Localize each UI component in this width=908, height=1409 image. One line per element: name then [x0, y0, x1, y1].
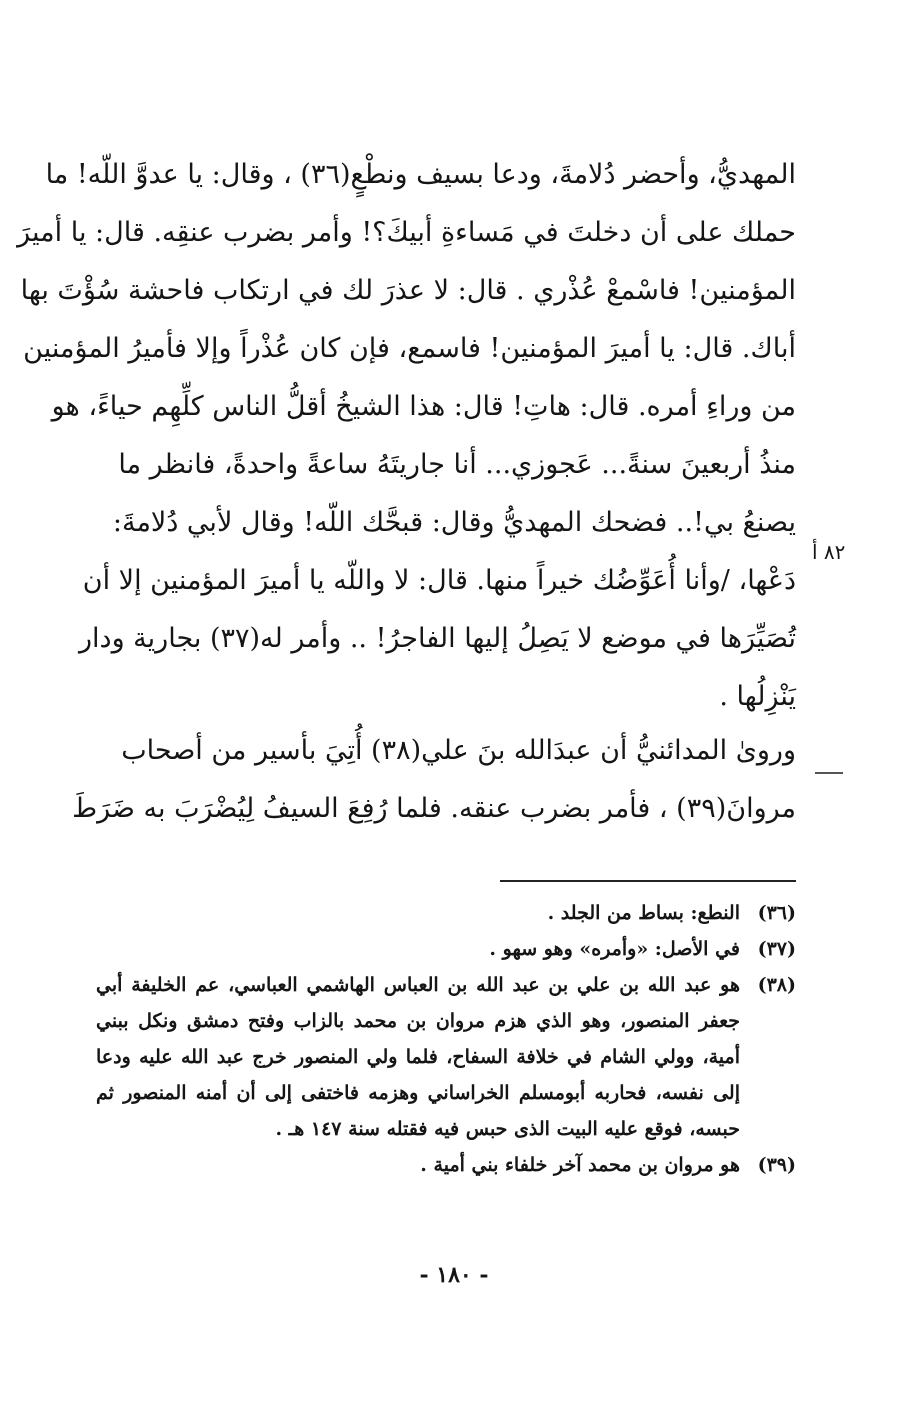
text-line: يَنْزِلُها .	[719, 681, 796, 712]
footnote-number: (٣٦)	[757, 902, 796, 924]
footnote-text: في الأصل: «وأمره» وهو سهو .	[489, 938, 740, 960]
text-line: تُصَيِّرَها في موضع لا يَصِلُ إليها الفاجرُ! .. وأمر له(٣٧) بجارية ودار	[79, 623, 796, 654]
page-number: - ١٨٠ -	[419, 1262, 489, 1288]
footnotes	[96, 895, 796, 1183]
footnote	[96, 895, 796, 931]
footnote-text: النطع: بساط من الجلد .	[547, 902, 740, 924]
footnote	[96, 967, 796, 1147]
text-line: أباك. قال: يا أميرَ المؤمنين! فاسمع، فإن كان عُذْراً وإلا فأميرُ المؤمنين	[23, 333, 796, 364]
manuscript-folio-marker: ٨٢ أ	[812, 540, 846, 564]
footnote-text: هو عبد الله بن علي بن عبد الله بن العباس الهاشمي العباسي، عم الخليفة أبي جعفر المنصور، وهو الذي هزم مروان بن محمد بالزاب وفتح دمشق ونكل ببني أمية، وولي الشام في خلافة السفاح، فلما ولي المنصور خرج عبد الله عليه ودعا إلى نفسه، فحاربه أبومسلم الخراساني وهزمه فاختفى إلى أن أمنه المنصور ثم حبسه، فوقع عليه البيت الذى حبس فيه فقتله سنة ١٤٧ هـ .	[96, 974, 740, 1140]
footnote-separator	[500, 880, 796, 882]
text-line: المؤمنين! فاسْمعْ عُذْري . قال: لا عذرَ لك في ارتكاب فاحشة سُؤْتَ بها	[20, 275, 796, 306]
footnote-text: هو مروان بن محمد آخر خلفاء بني أمية .	[420, 1154, 740, 1176]
footnote-number: (٣٧)	[757, 938, 796, 960]
text-line: يصنعُ بي!.. فضحك المهديُّ وقال: قبحَّك اللّه! وقال لأبي دُلامةَ:	[112, 507, 796, 538]
footnote-number: (٣٨)	[757, 974, 796, 996]
text-line: حملك على أن دخلتَ في مَساءةِ أبيكَ؟! وأمر بضرب عنقِه. قال: يا أميرَ	[17, 217, 796, 248]
text-line: مروانَ(٣٩) ، فأمر بضرب عنقه. فلما رُفِعَ السيفُ لِيُضْرَبَ به ضَرَطَ	[72, 793, 796, 824]
text-line: المهديُّ، وأحضر دُلامةَ، ودعا بسيف ونطْعٍ(٣٦) ، وقال: يا عدوَّ اللّه! ما	[45, 159, 796, 190]
footnote	[96, 1147, 796, 1183]
text-line: منذُ أربعينَ سنةً... عَجوزي... أنا جاريتَهُ ساعةً واحدةً، فانظر ما	[118, 449, 796, 480]
text-line: دَعْها، /وأنا أُعَوِّضُك خيراً منها. قال: لا واللّه يا أميرَ المؤمنين إلا أن	[82, 565, 796, 596]
main-paragraph	[17, 146, 796, 726]
text-line: من وراءِ أمره. قال: هاتِ! قال: هذا الشيخُ أقلُّ الناس كلِّهِم حياءً، هو	[51, 391, 796, 422]
footnote-number: (٣٩)	[757, 1154, 796, 1176]
second-paragraph	[72, 722, 796, 838]
text-line: وروىٰ المدائنيُّ أن عبدَالله بنَ علي(٣٨) أُتِيَ بأسير من أصحاب	[121, 735, 796, 766]
margin-dash	[815, 772, 843, 774]
footnote	[96, 931, 796, 967]
